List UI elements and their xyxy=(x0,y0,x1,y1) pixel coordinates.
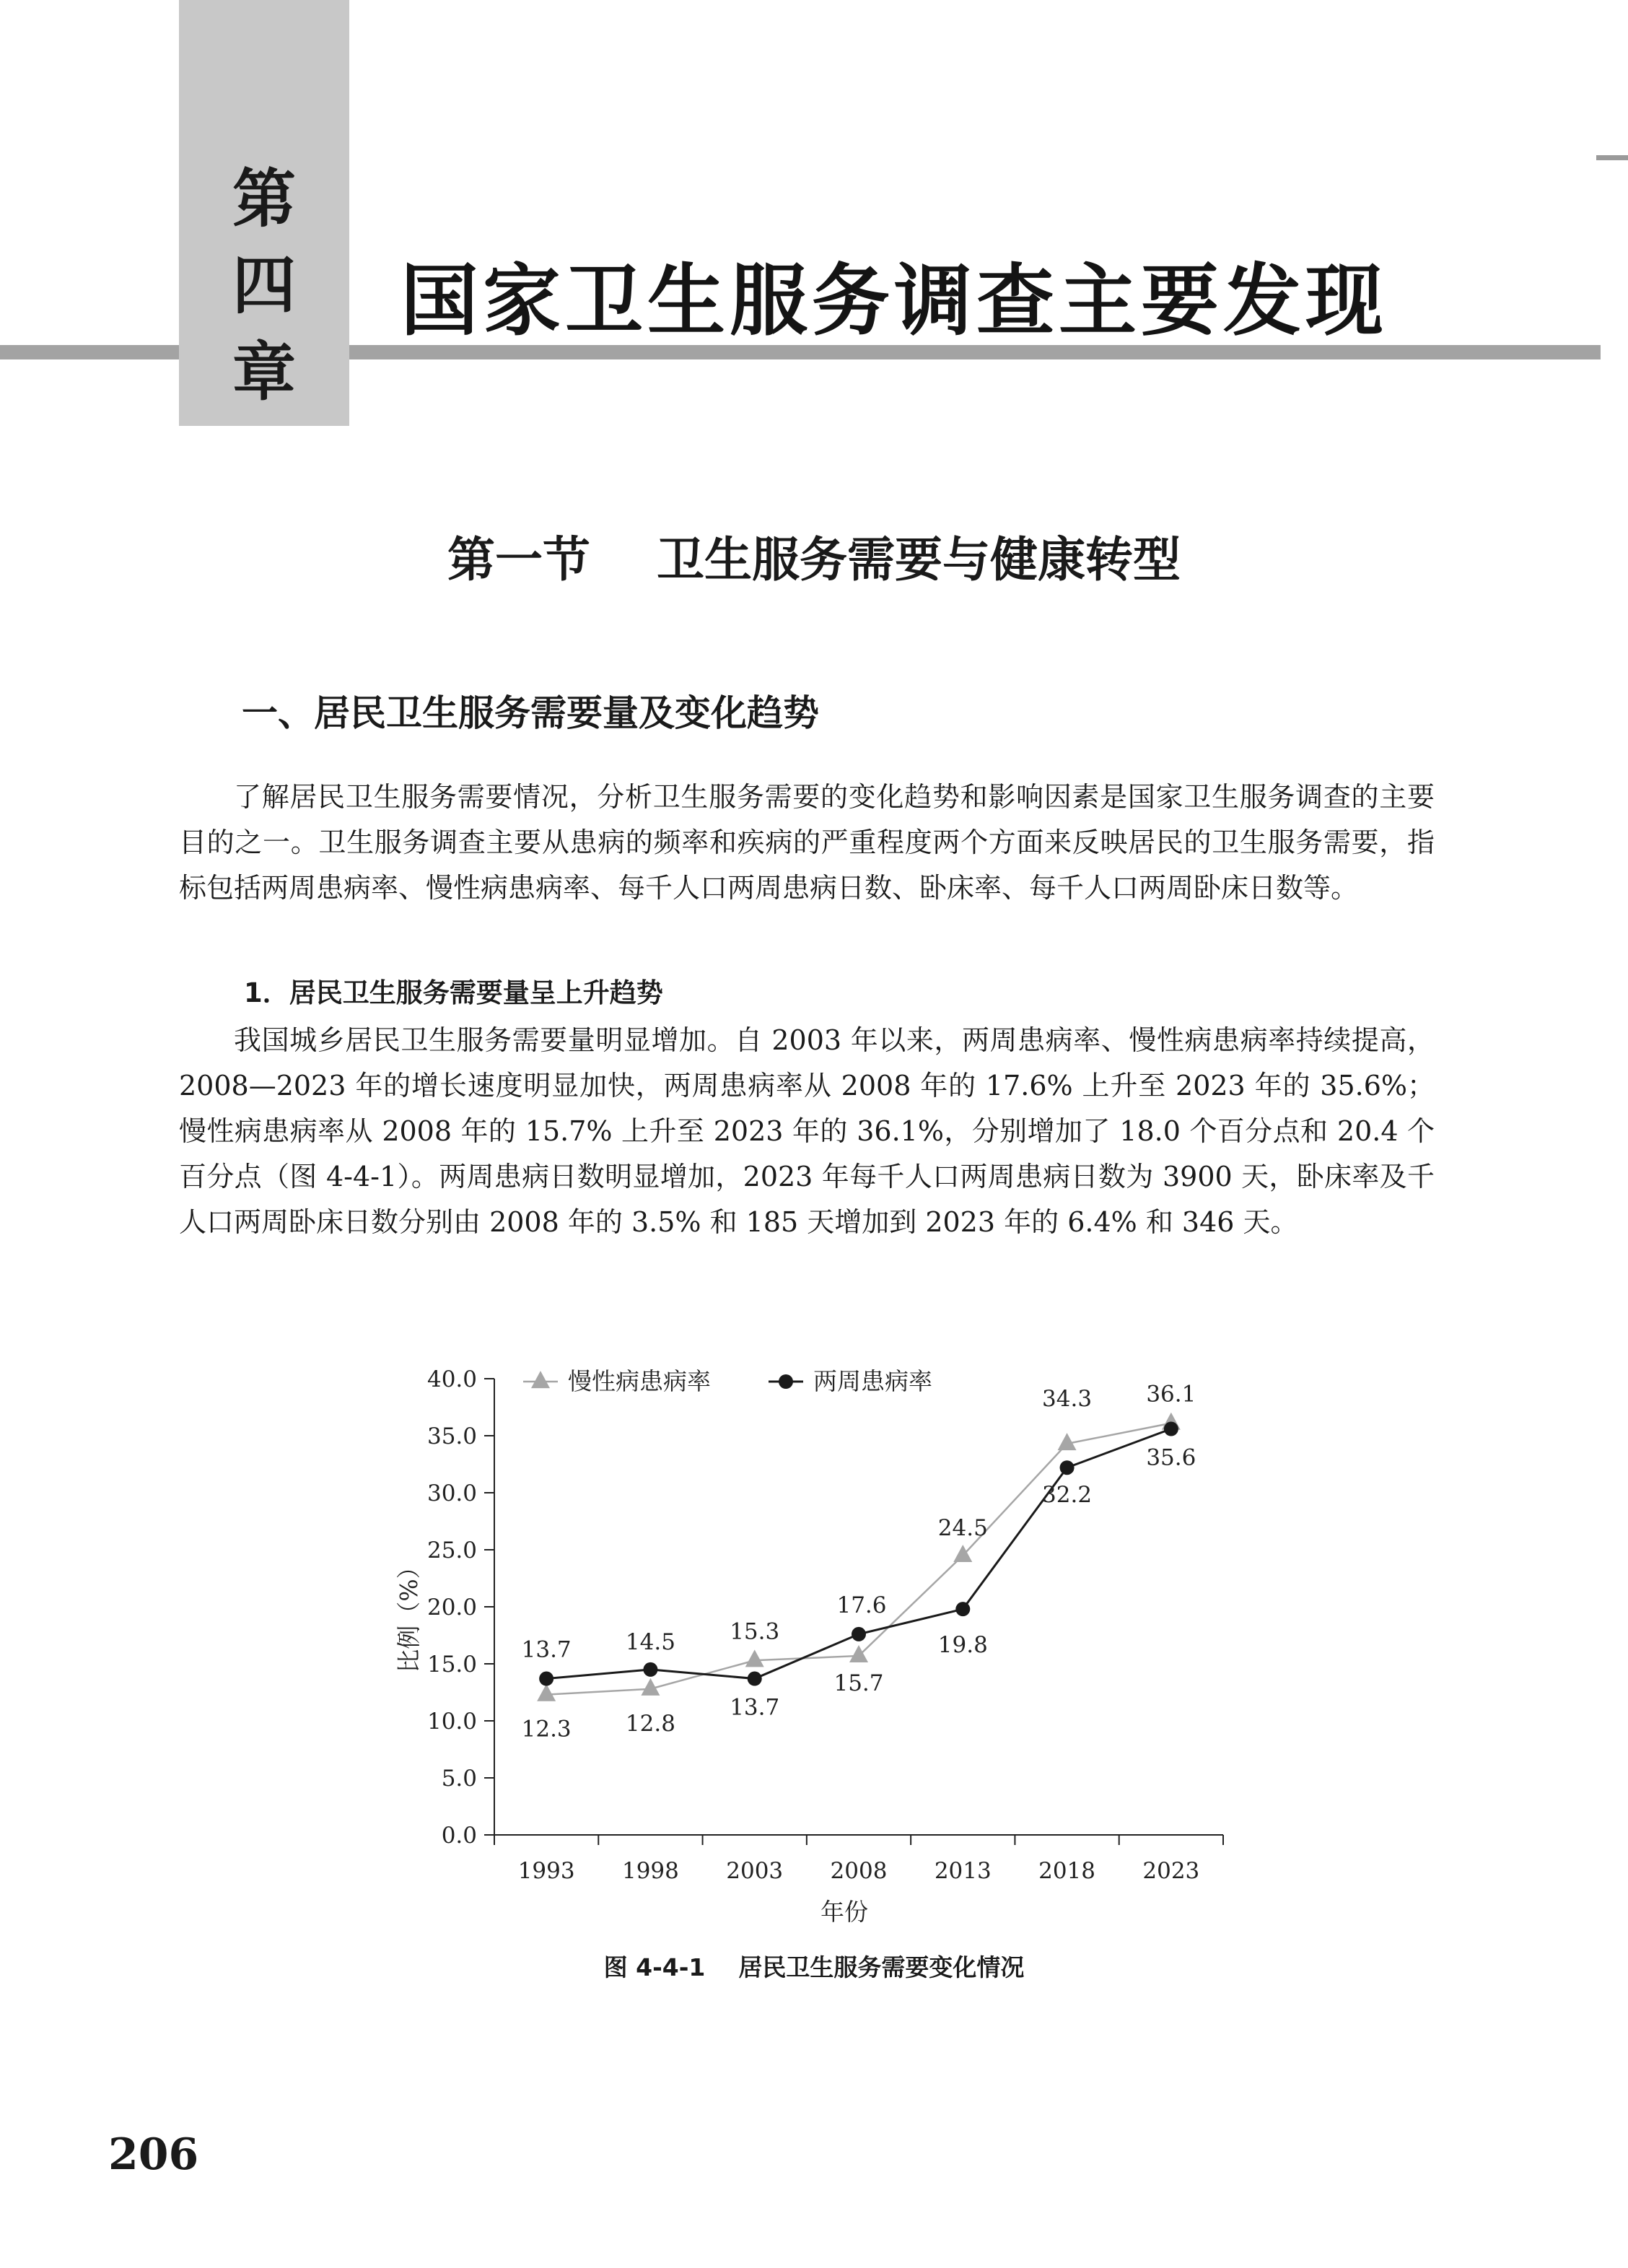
legend-label: 慢性病患病率 xyxy=(568,1367,711,1395)
series-1-point-marker xyxy=(643,1662,657,1677)
x-tick-label: 2023 xyxy=(1142,1858,1200,1884)
series-0-point-marker xyxy=(537,1684,556,1701)
data-label: 17.6 xyxy=(836,1592,887,1618)
series-1-point-marker xyxy=(955,1602,970,1616)
series-1-point-marker xyxy=(779,1374,793,1389)
line-chart xyxy=(382,1350,1248,1942)
chapter-label-tab xyxy=(179,0,349,426)
page-number: 206 xyxy=(108,2129,199,2180)
legend-item xyxy=(523,1367,711,1395)
series-chronic-disease-prevalence xyxy=(522,1382,1196,1743)
chapter-title: 国家卫生服务调查主要发现 xyxy=(401,256,1388,346)
x-tick-label: 1993 xyxy=(517,1858,575,1884)
body-paragraph: 了解居民卫生服务需要情况，分析卫生服务需要的变化趋势和影响因素是国家卫生服务调查的主要目的之一。卫生服务调查主要从患病的频率和疾病的严重程度两个方面来反映居民的卫生服务需要，指标包括两周患病率、慢性病患病率、每千人口两周患病日数、卧床率、每千人口两周卧床日数等。 xyxy=(179,781,1435,904)
data-label: 24.5 xyxy=(937,1514,988,1541)
series-1-point-marker xyxy=(748,1672,762,1686)
series-0-point-marker xyxy=(849,1645,868,1662)
subsection-title: 一、居民卫生服务需要量及变化趋势 xyxy=(242,692,819,734)
legend-label: 两周患病率 xyxy=(813,1367,932,1395)
body-paragraph: 我国城乡居民卫生服务需要量明显增加。自 2003 年以来，两周患病率、慢性病患病率持续提高，2008—2023 年的增长速度明显加快，两周患病率从 2008 年的 17.6% 上升至 2023 年的 35.6%；慢性病患病率从 2008 年的 15.7% 上升至 2023 年的 36.1%，分别增加了 18.0 个百分点和 20.4 个百分点（图 4-4-1）。两周患病日数明显增加，2023 年每千人口两周患病日数为 3900 天，卧床率及千人口两周卧床日数分别由 2008 年的 3.5% 和 185 天增加到 2023 年的 6.4% 和 346 天。 xyxy=(179,1024,1435,1238)
chapter-label-char: 章 xyxy=(232,335,296,409)
y-tick-label: 35.0 xyxy=(426,1423,477,1449)
y-tick-label: 15.0 xyxy=(426,1652,477,1678)
data-label: 36.1 xyxy=(1146,1381,1196,1408)
data-label: 15.3 xyxy=(730,1618,780,1645)
series-1-point-marker xyxy=(1060,1460,1075,1475)
y-tick-label: 25.0 xyxy=(426,1538,477,1563)
chart-series-group xyxy=(522,1382,1196,1743)
chapter-label-char: 第 xyxy=(232,162,296,236)
y-tick-label: 40.0 xyxy=(426,1366,477,1392)
y-tick-label: 10.0 xyxy=(426,1709,477,1735)
chart-legend xyxy=(523,1367,932,1395)
y-tick-label: 0.0 xyxy=(441,1823,477,1849)
item-heading: 1．居民卫生服务需要量呈上升趋势 xyxy=(244,977,663,1008)
header-rule-left xyxy=(0,345,179,359)
series-1-point-marker xyxy=(1164,1422,1178,1436)
data-label: 13.7 xyxy=(730,1694,780,1721)
series-0-point-marker xyxy=(745,1649,764,1667)
data-label: 34.3 xyxy=(1042,1386,1093,1413)
x-tick-label: 2018 xyxy=(1038,1858,1096,1884)
data-label: 35.6 xyxy=(1146,1444,1196,1471)
x-tick-label: 1998 xyxy=(621,1858,679,1884)
data-label: 19.8 xyxy=(937,1632,988,1659)
chart-axes xyxy=(395,1366,1223,1926)
data-label: 14.5 xyxy=(625,1628,675,1655)
y-tick-label: 30.0 xyxy=(426,1480,477,1506)
legend-item xyxy=(769,1367,932,1395)
x-tick-label: 2013 xyxy=(934,1858,992,1884)
data-label: 32.2 xyxy=(1042,1482,1093,1509)
series-1-point-marker xyxy=(539,1672,553,1686)
data-label: 13.7 xyxy=(521,1636,572,1663)
series-0-point-marker xyxy=(531,1371,550,1388)
data-label: 15.7 xyxy=(833,1670,884,1696)
y-tick-label: 5.0 xyxy=(441,1766,477,1792)
data-label: 12.8 xyxy=(625,1710,675,1737)
page-edge-mark xyxy=(1596,155,1628,160)
x-tick-label: 2003 xyxy=(726,1858,784,1884)
x-axis-title: 年份 xyxy=(820,1898,868,1926)
data-label: 12.3 xyxy=(521,1716,572,1743)
y-axis-title: 比例（%） xyxy=(395,1555,423,1673)
y-tick-label: 20.0 xyxy=(426,1595,477,1621)
series-1-point-marker xyxy=(852,1627,866,1641)
x-tick-label: 2008 xyxy=(830,1858,888,1884)
section-title: 第一节 卫生服务需要与健康转型 xyxy=(447,531,1181,588)
chapter-label-char: 四 xyxy=(232,248,296,323)
figure-caption: 图 4-4-1 居民卫生服务需要变化情况 xyxy=(603,1953,1025,1981)
